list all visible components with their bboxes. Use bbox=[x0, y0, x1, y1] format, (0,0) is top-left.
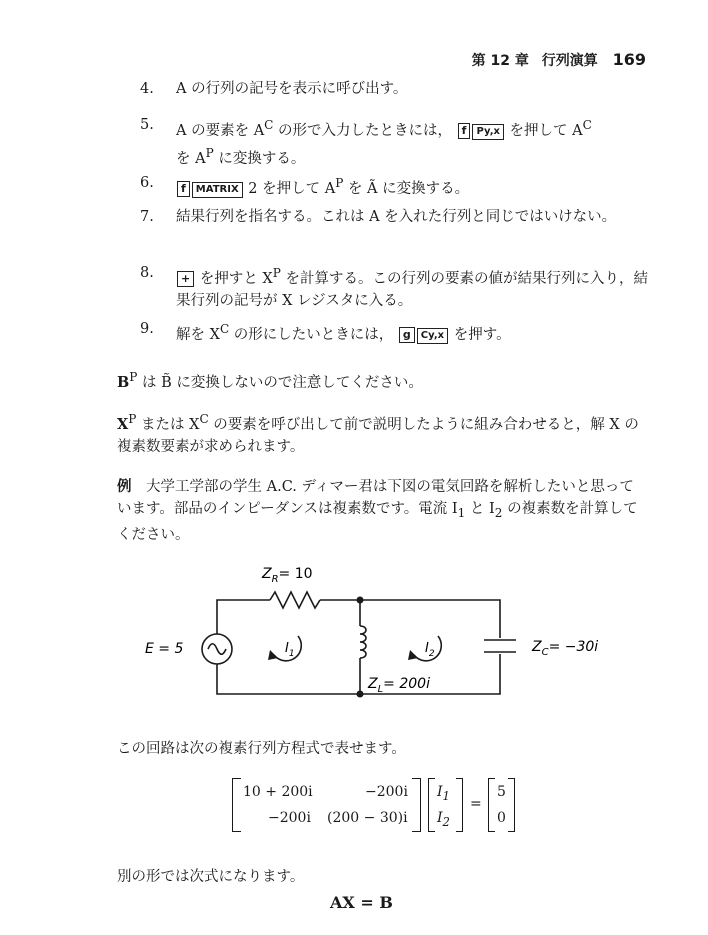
step-text-part: A の要素を A bbox=[176, 122, 265, 139]
step-text-part: の形にしたいときには， bbox=[229, 326, 394, 343]
bracket-left-x bbox=[428, 778, 435, 832]
key-py: Py,x bbox=[472, 124, 504, 140]
step-text-part: の形で入力したときには， bbox=[273, 122, 453, 139]
step-text-part: を押して A bbox=[504, 122, 583, 139]
step-text-part: 2 を押して A bbox=[243, 180, 336, 197]
note-text-part: B bbox=[117, 373, 130, 391]
step-text-part: を Ã に変換する。 bbox=[343, 180, 470, 197]
matrix-a12: −200i bbox=[365, 784, 408, 800]
label-zc: $Z_C= -30i$ bbox=[532, 639, 599, 658]
bracket-right-a bbox=[412, 778, 421, 832]
label-i1: $I_1$ bbox=[285, 641, 295, 659]
step-number: 8. bbox=[140, 265, 154, 281]
step-text: 結果行列を指名する。これは A を入れた行列と同じではいけない。 bbox=[176, 209, 617, 225]
step-text-part: に変換する。 bbox=[213, 150, 306, 167]
bracket-left-a bbox=[232, 778, 241, 832]
example-text-part: 大学工学部の学生 A.C. ディマー君は下図の電気回路を解析したいと思っています。部品のインピーダンスは複素数です。電流 I bbox=[117, 479, 634, 517]
key-plus: + bbox=[177, 271, 194, 287]
key-matrix: MATRIX bbox=[192, 182, 243, 198]
vector-b1: 5 bbox=[497, 784, 506, 800]
subscript: 1 bbox=[442, 788, 450, 803]
note-text-part: の要素を呼び出して前で説明したように組み合わせると，解 X の複素数要素が求められます。 bbox=[117, 416, 639, 455]
key-cy: Cy,x bbox=[417, 328, 448, 344]
superscript: P bbox=[272, 266, 281, 280]
note-text-part: または X bbox=[136, 416, 200, 433]
vector-x1 bbox=[437, 784, 450, 803]
matrix-a21: −200i bbox=[268, 810, 311, 826]
superscript: C bbox=[219, 322, 230, 336]
step-number: 6. bbox=[140, 175, 154, 191]
step-text-part: 解を X bbox=[176, 326, 220, 343]
label-e: E = 5 bbox=[145, 641, 184, 657]
step-text-part: を押す。 bbox=[449, 326, 511, 343]
superscript: P bbox=[335, 176, 344, 190]
label-zl: $Z_L= 200i$ bbox=[368, 676, 430, 695]
vector-x2 bbox=[437, 810, 450, 829]
example-label: 例 bbox=[117, 478, 132, 495]
label-i2: $I_2$ bbox=[425, 641, 435, 659]
superscript: C bbox=[199, 412, 209, 426]
example-text-part: の複素数を計算してください。 bbox=[117, 501, 638, 543]
superscript: P bbox=[205, 145, 214, 160]
step-number: 5. bbox=[140, 117, 154, 133]
after-circuit-text: この回路は次の複素行列方程式で表せます。 bbox=[117, 741, 406, 757]
superscript: P bbox=[128, 412, 137, 426]
subscript: 1 bbox=[457, 505, 466, 520]
superscript: C bbox=[582, 118, 592, 132]
note-text-part: X bbox=[117, 415, 129, 433]
vector-x2-main: I bbox=[437, 810, 443, 826]
bracket-left-b bbox=[488, 778, 495, 832]
step-text: A の行列の記号を表示に呼び出す。 bbox=[176, 81, 408, 97]
note-text-part: は B̃ に変換しないので注意してください。 bbox=[137, 374, 423, 391]
label-zr: $Z_R= 10$ bbox=[262, 566, 313, 585]
vector-x1-main: I bbox=[437, 784, 443, 800]
key-f: f bbox=[458, 123, 471, 139]
bracket-right-x bbox=[456, 778, 463, 832]
key-g: g bbox=[399, 327, 415, 343]
key-f: f bbox=[177, 181, 190, 197]
example-text-part: と I bbox=[465, 501, 495, 517]
superscript: C bbox=[264, 118, 274, 132]
equals-sign: = bbox=[470, 796, 482, 812]
subscript: 2 bbox=[442, 814, 450, 829]
step-number: 4. bbox=[140, 81, 154, 97]
superscript: P bbox=[129, 370, 138, 384]
final-equation: AX = B bbox=[330, 893, 393, 912]
matrix-a11: 10 + 200i bbox=[243, 784, 313, 800]
matrix-a22: (200 − 30)i bbox=[327, 810, 408, 826]
closing-text: 別の形では次式になります。 bbox=[117, 869, 305, 885]
step-text-part: を押すと X bbox=[195, 270, 273, 287]
step-text-part: を A bbox=[176, 150, 206, 167]
step-text-part: を計算する。この行列の要素の値が結果行列に入り，結果行列の記号が X レジスタに入る。 bbox=[176, 270, 649, 309]
page-number: 169 bbox=[612, 50, 646, 69]
chapter-title: 行列演算 bbox=[541, 53, 598, 69]
subscript: 2 bbox=[494, 505, 503, 520]
chapter-label: 第 12 章 bbox=[471, 53, 529, 69]
step-number: 9. bbox=[140, 321, 154, 337]
vector-b2: 0 bbox=[497, 810, 506, 826]
step-number: 7. bbox=[140, 209, 154, 225]
bracket-right-b bbox=[508, 778, 515, 832]
